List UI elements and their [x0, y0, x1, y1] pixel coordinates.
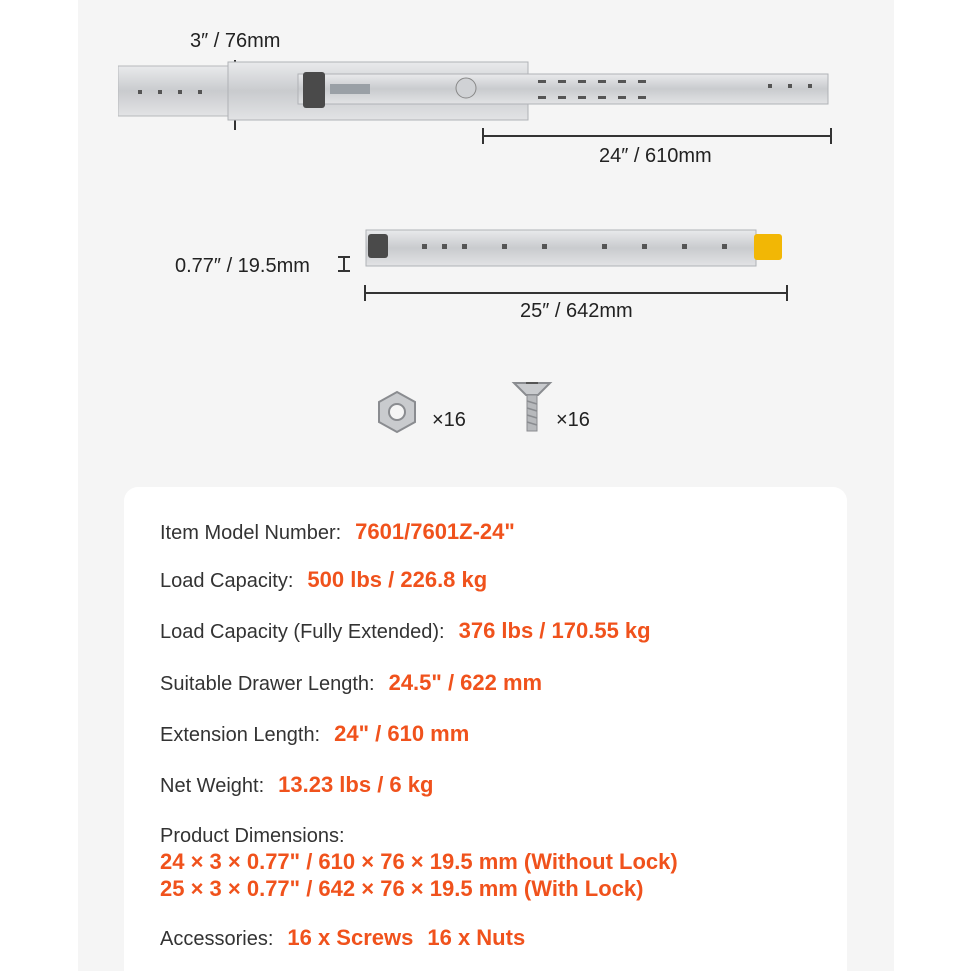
spec-value: 376 lbs / 170.55 kg [458, 618, 651, 643]
height-dimension-label: 3″ / 76mm [190, 30, 281, 52]
length-tick-left [364, 285, 366, 301]
spec-drawer-length [160, 670, 542, 696]
length-dimension-label: 25″ / 642mm [520, 300, 633, 322]
spec-label: Item Model Number: [160, 522, 342, 544]
spec-value: 7601/7601Z-24" [355, 519, 515, 544]
extended-slide-illustration [118, 58, 838, 124]
spec-label: Accessories: [160, 928, 274, 950]
extension-tick-right [830, 128, 832, 144]
spec-accessories [160, 925, 525, 951]
spec-extension-length [160, 721, 469, 747]
thickness-dimension-label: 0.77″ / 19.5mm [175, 255, 310, 277]
spec-load-capacity-extended [160, 618, 651, 644]
spec-value-without-lock: 24 × 3 × 0.77" / 610 × 76 × 19.5 mm (Without Lock) [160, 849, 678, 874]
extension-dimension-line [482, 135, 832, 137]
screw-icon [510, 375, 554, 435]
spec-value-with-lock: 25 × 3 × 0.77" / 642 × 76 × 19.5 mm (With Lock) [160, 876, 644, 901]
spec-value: 13.23 lbs / 6 kg [278, 772, 434, 797]
spec-label: Load Capacity: [160, 570, 294, 592]
nut-quantity: ×16 [432, 409, 466, 431]
spec-value-nuts: 16 x Nuts [427, 925, 526, 950]
spec-value-screws: 16 x Screws [287, 925, 414, 950]
specs-card [124, 487, 847, 971]
spec-product-dimensions [160, 825, 678, 902]
spec-label: Product Dimensions: [160, 825, 345, 847]
extension-dimension-label: 24″ / 610mm [599, 145, 712, 167]
spec-load-capacity [160, 567, 487, 593]
spec-label: Net Weight: [160, 775, 265, 797]
spec-value: 24" / 610 mm [334, 721, 470, 746]
spec-label: Load Capacity (Fully Extended): [160, 621, 445, 643]
spec-label: Suitable Drawer Length: [160, 673, 375, 695]
length-tick-right [786, 285, 788, 301]
spec-label: Extension Length: [160, 724, 321, 746]
hex-nut-icon [375, 390, 419, 434]
extension-tick-left [482, 128, 484, 144]
spec-net-weight [160, 772, 433, 798]
length-dimension-line [364, 292, 788, 294]
thickness-marker-icon [336, 254, 352, 274]
spec-value: 24.5" / 622 mm [388, 670, 543, 695]
spec-value: 500 lbs / 226.8 kg [307, 567, 488, 592]
closed-slide-illustration [362, 224, 792, 274]
spec-model [160, 519, 515, 545]
screw-quantity: ×16 [556, 409, 590, 431]
